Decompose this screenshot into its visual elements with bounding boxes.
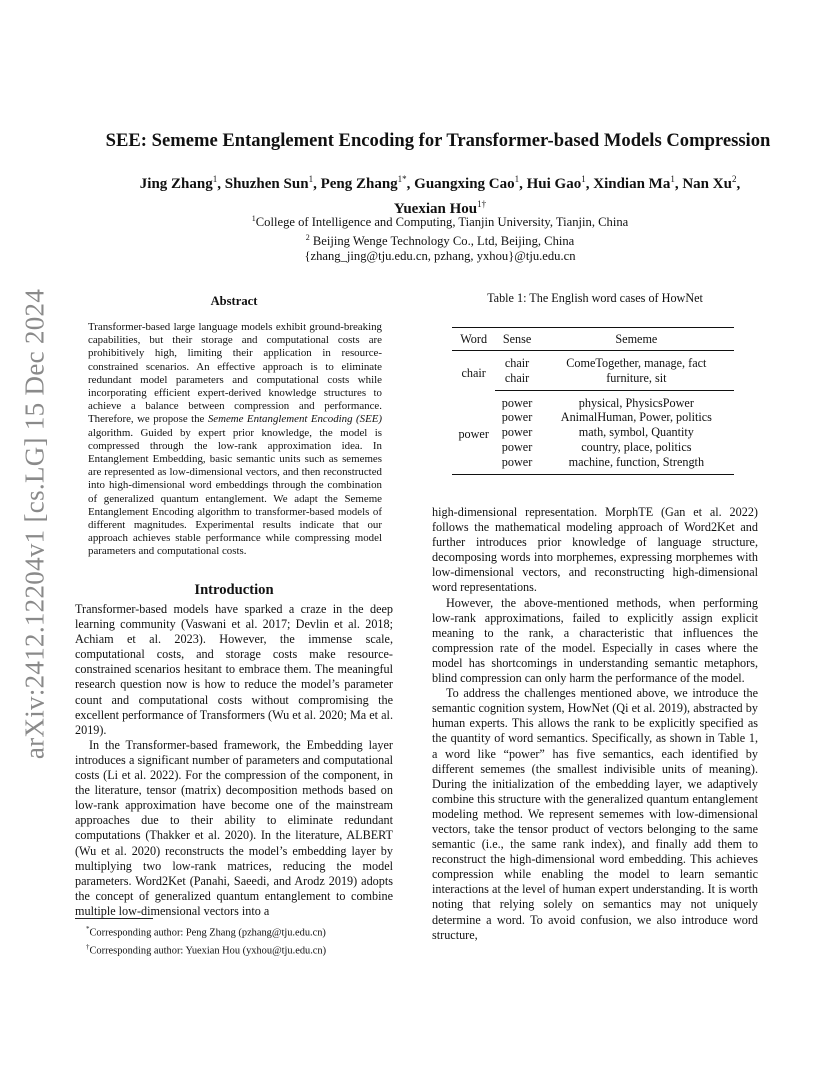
author-affiliation-mark: 1 — [514, 174, 520, 184]
paragraph: However, the above-mentioned methods, when performing low-rank approximations, failed to explicitly assign explicit meaning to the rank, a characteristic that influences the compression rate of the model. Especially in cases where the model has shortcomings in understanding semantic metaphors, blind compression can only harm the performance of the model. — [432, 595, 758, 686]
paragraph: Transformer-based models have sparked a craze in the deep learning community (Vaswani et al. 2017; Devlin et al. 2018; Achiam et al. 2023). However, the immense scale, computational costs, and storage costs make resource-constrained scenarios hesitant to embrace them. The meaningful research question now is how to reduce the model’s parameter count and computational costs without compromising the excellent performance of Transformers (Wu et al. 2020; Ma et al. 2019). — [75, 602, 393, 737]
sense-cell: chair — [495, 371, 538, 390]
affiliation-text: College of Intelligence and Computing, Tianjin University, Tianjin, China — [255, 215, 629, 230]
sense-cell: power — [501, 395, 533, 410]
author-separator: , — [217, 176, 225, 192]
author-affiliation-mark: 1 — [308, 174, 314, 184]
sememe-cell: country, place, politics — [581, 439, 692, 454]
sense-cell: chair — [504, 356, 530, 370]
sememe-cell: machine, function, Strength — [539, 455, 734, 474]
sememe-cell: furniture, sit — [539, 371, 734, 390]
author-separator: , — [406, 176, 415, 192]
table-group-chair — [452, 351, 734, 391]
author-separator: , — [519, 176, 527, 192]
abstract-text: Transformer-based large language models exhibit ground-breaking capabilities, but their storage and computational costs are prohibitively high, limiting their application in resource-constrained scenarios. An effective approach is to eliminate redundant model parameters and computational costs while incorporating efficient expert-derived knowledge structures to achieve a balance between compression and performance. Therefore, we propose the — [88, 321, 382, 426]
arxiv-id-text: arXiv:2412.12204v1 [cs.LG] 15 Dec 2024 — [19, 288, 50, 759]
left-column-body — [75, 602, 393, 919]
column-header: Sense — [495, 328, 538, 351]
author-name: Shuzhen Sun — [224, 176, 309, 192]
footnote-rule — [75, 918, 153, 919]
author-name: Guangxing Cao — [414, 176, 515, 192]
author-separator: , — [736, 176, 741, 192]
author-affiliation-mark: 1 — [581, 174, 586, 184]
author-affiliation-mark: 1 — [670, 174, 675, 184]
affiliation-2 — [120, 230, 760, 249]
hownet-table — [452, 327, 734, 475]
abstract-text: algorithm. Guided by expert prior knowledge, the model is compressed through the low-rank approximation idea. In Entanglement Embedding, basic semantic units such as sememes are represented as low-dimensional vectors, and then reconstructed into high-dimensional word embeddings through the combination of generalized quantum entanglement. We adapt the Sememe Entanglement Encoding algorithm to transformer-based models of different magnitudes. Experimental results indicate that our approach achieves stable performance while compressing model parameters and computational costs. — [88, 426, 382, 558]
column-header: Sememe — [539, 328, 734, 351]
footnote — [86, 922, 396, 940]
abstract-emphasis: Sememe Entanglement Encoding (SEE) — [207, 413, 382, 426]
author-name: Nan Xu — [682, 176, 732, 192]
sense-cell: power — [501, 425, 533, 440]
author-affiliation-mark: 2 — [731, 174, 737, 184]
author-line-1 — [90, 169, 790, 194]
paragraph: In the Transformer-based framework, the Embedding layer introduces a significant number of parameters and computational costs (Li et al. 2022). For the compression of the component, in the literature, tensor (matrix) decomposition methods based on low-rank approximation have become one of the mainstream approaches due to their ability to eliminate redundant computations (Thakker et al. 2020). In the literature, ALBERT (Wu et al. 2020) reconstructs the model’s embedding layer by multiplying two low-rank matrices, reducing the model parameters. Word2Ket (Panahi, Saeedi, and Arodz 2019) adopts the concept of generalized quantum entanglement to combine multiple low-dimensional vectors into a — [75, 737, 393, 918]
right-column-body — [432, 505, 758, 943]
sememe-cell: math, symbol, Quantity — [578, 425, 694, 440]
column-header: Word — [452, 328, 495, 351]
sememe-cell: physical, PhysicsPower — [578, 395, 694, 410]
footnote-text: Corresponding author: Yuexian Hou (yxhou@tju.edu.cn) — [89, 945, 327, 957]
sememe-cell: ComeTogether, manage, fact — [566, 356, 707, 370]
introduction-heading: Introduction — [194, 582, 274, 598]
author-separator: , — [674, 176, 683, 192]
footnote-text: Corresponding author: Peng Zhang (pzhang@tju.edu.cn) — [89, 927, 326, 939]
table-header-row — [452, 328, 734, 351]
abstract-heading: Abstract — [210, 294, 258, 308]
footnotes — [86, 922, 396, 959]
affiliations — [120, 211, 760, 264]
sense-cell: power — [501, 410, 533, 425]
author-name: Hui Gao — [526, 176, 582, 192]
footnote — [86, 940, 396, 958]
sense-cell: power — [501, 439, 533, 454]
paragraph: high-dimensional representation. MorphTE (Gan et al. 2022) follows the mathematical modeling approach of Word2Ket and further introduces prior knowledge of language structure, decomposing words into morphemes, expressing morphemes with low-dimensional vectors, and reconstructing high-dimensional word representations. — [432, 505, 758, 595]
author-name: Xindian Ma — [593, 176, 671, 192]
table-row — [452, 390, 734, 410]
author-emails: {zhang_jing@tju.edu.cn, pzhang, yxhou}@tju.edu.cn — [304, 249, 576, 264]
sense-cell: power — [495, 455, 538, 474]
sememe-cell: AnimalHuman, Power, politics — [560, 410, 712, 425]
word-cell: power — [452, 390, 495, 474]
abstract-body — [88, 321, 382, 559]
paper-title: SEE: Sememe Entanglement Encoding for Transformer-based Models Compression — [105, 130, 771, 151]
affiliation-mark: 2 — [305, 233, 310, 243]
author-separator: , — [313, 176, 321, 192]
table-group-power — [452, 390, 734, 474]
author-affiliation-mark: 1 — [212, 174, 218, 184]
footnote-mark: * — [86, 925, 90, 933]
author-name: Yuexian Hou — [393, 201, 478, 217]
footnote-mark: † — [86, 943, 90, 952]
affiliation-1 — [120, 211, 760, 230]
author-separator: , — [585, 176, 594, 192]
author-affiliation-mark: 1* — [397, 174, 407, 184]
table-row — [452, 351, 734, 371]
arxiv-identifier-stamp — [14, 286, 56, 761]
author-affiliation-mark: 1† — [477, 199, 487, 209]
paragraph: To address the challenges mentioned above, we introduce the semantic cognition system, HowNet (Qi et al. 2019), abstracted by human experts. This allows the rank to be explicitly specified as the quantity of word semantics. Specifically, as shown in Table 1, a word like “power” has five semantics, each identified by different sememes (the smallest indivisible units of meaning). During the initialization of the embedding layer, we adaptively combine this structure with the generalized quantum entanglement modeling method. We represent sememes with low-dimensional vectors, take the tensor product of vectors belonging to the same semantic (i.e., the same rank index), and finally add them to reconstruct the high-dimensional word embedding. This achieves compression while enabling the model to learn semantic interactions at the level of human expert understanding. It is worth noting that relying solely on semantics may not uniquely determine a word. To avoid confusion, we also introduce word structure, — [432, 686, 758, 942]
affiliation-mark: 1 — [251, 214, 256, 223]
author-name: Peng Zhang — [320, 176, 398, 192]
word-cell: chair — [461, 365, 486, 380]
table-caption: Table 1: The English word cases of HowNet — [487, 291, 703, 305]
affiliation-text: Beijing Wenge Technology Co., Ltd, Beijing, China — [309, 234, 575, 249]
author-name: Jing Zhang — [139, 176, 213, 192]
